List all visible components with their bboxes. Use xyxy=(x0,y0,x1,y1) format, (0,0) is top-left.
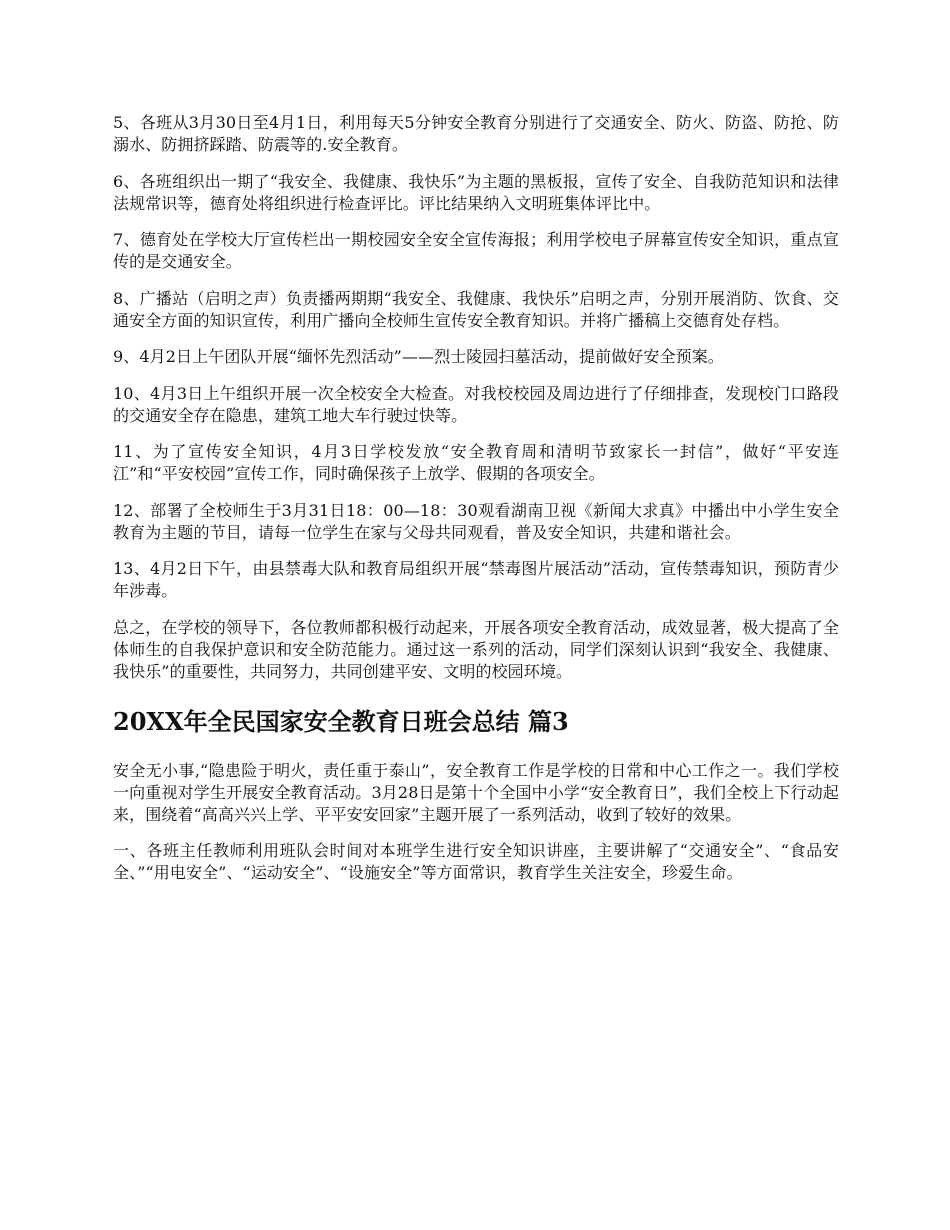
paragraph-intro: 安全无小事,“隐患险于明火，责任重于泰山”，安全教育工作是学校的日常和中心工作之一。我们学校一向重视对学生开展安全教育活动。3月28日是第十个全国中小学“安全教育日”，我们全校上下行动起来，围绕着“高高兴兴上学、平平安安回家”主题开展了一系列活动，收到了较好的效果。 xyxy=(113,760,839,824)
paragraph-conclusion: 总之，在学校的领导下，各位教师都积极行动起来，开展各项安全教育活动，成效显著，极大提高了全体师生的自我保护意识和安全防范能力。通过这一系列的活动，同学们深刻认识到“我安全、我健康、我快乐”的重要性，共同努力，共同创建平安、文明的校园环境。 xyxy=(113,617,839,681)
paragraph-item-11: 11、为了宣传安全知识，4月3日学校发放“安全教育周和清明节致家长一封信”，做好“平安连江”和“平安校园”宣传工作，同时确保孩子上放学、假期的各项安全。 xyxy=(113,442,839,483)
paragraph-item-one: 一、各班主任教师利用班队会时间对本班学生进行安全知识讲座，主要讲解了“交通安全”、“食品安全、”“用电安全”、“运动安全”、“设施安全”等方面常识，教育学生关注安全，珍爱生命。 xyxy=(113,841,839,882)
paragraph-item-13: 13、4月2日下午，由县禁毒大队和教育局组织开展“禁毒图片展活动”活动，宣传禁毒知识，预防青少年涉毒。 xyxy=(113,559,839,600)
paragraph-item-7: 7、德育处在学校大厅宣传栏出一期校园安全安全宣传海报；利用学校电子屏幕宣传安全知识，重点宣传的是交通安全。 xyxy=(113,230,839,271)
paragraph-item-6: 6、各班组织出一期了“我安全、我健康、我快乐”为主题的黑板报，宣传了安全、自我防范知识和法律法规常识等，德育处将组织进行检查评比。评比结果纳入文明班集体评比中。 xyxy=(113,171,839,213)
section-heading: 20XX年全民国家安全教育日班会总结 篇3 xyxy=(113,706,569,736)
paragraph-item-8: 8、广播站（启明之声）负责播两期期“我安全、我健康、我快乐”启明之声，分别开展消防、饮食、交通安全方面的知识宣传，利用广播向全校师生宣传安全教育知识。并将广播稿上交德育处存档。 xyxy=(113,288,839,330)
paragraph-item-9: 9、4月2日上午团队开展“缅怀先烈活动”——烈士陵园扫墓活动，提前做好安全预案。 xyxy=(113,347,724,366)
document-page xyxy=(113,112,839,899)
paragraph-item-10: 10、4月3日上午组织开展一次全校安全大检查。对我校校园及周边进行了仔细排查，发现校门口路段的交通安全存在隐患，建筑工地大车行驶过快等。 xyxy=(113,383,839,425)
paragraph-item-5: 5、各班从3月30日至4月1日，利用每天5分钟安全教育分别进行了交通安全、防火、防盗、防抢、防溺水、防拥挤踩踏、防震等的.安全教育。 xyxy=(113,113,839,154)
paragraph-item-12: 12、部署了全校师生于3月31日18：00—18：30观看湖南卫视《新闻大求真》中播出中小学生安全教育为主题的节目，请每一位学生在家与父母共同观看，普及安全知识，共建和谐社会。 xyxy=(113,500,839,542)
